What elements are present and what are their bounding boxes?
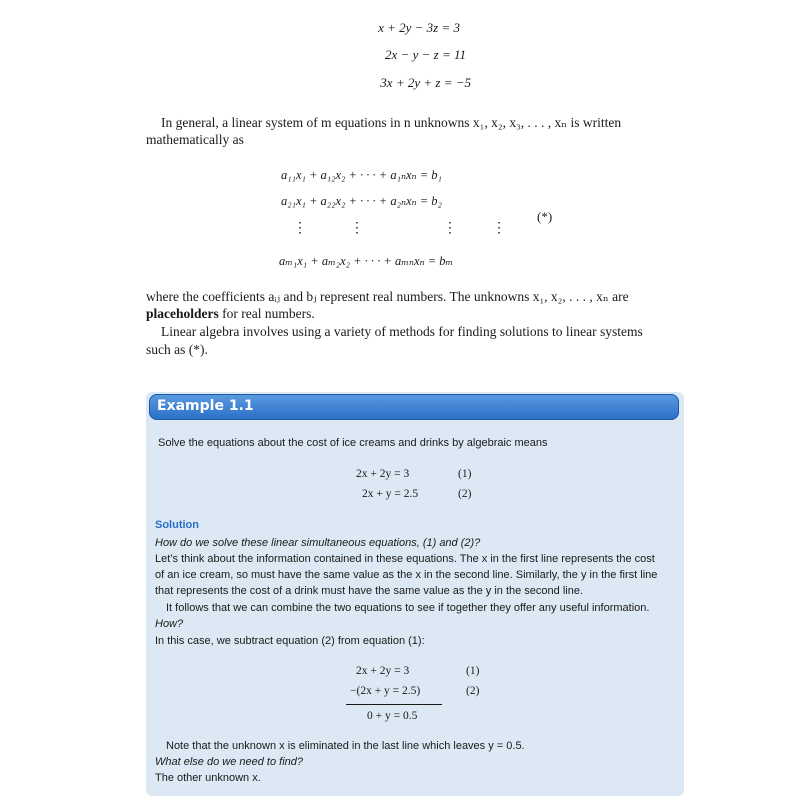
solution-question-1-text: How do we solve these linear simultaneous equations, (1) and (2)? xyxy=(155,537,481,549)
example-equation-1-tag: (1) xyxy=(458,468,472,480)
example-equation-2: 2x + y = 2.5 xyxy=(362,488,419,500)
system-vdots-3: ⋮ xyxy=(443,221,457,236)
subtraction-equation-2-tag: (2) xyxy=(466,685,480,697)
system-vdots-2: ⋮ xyxy=(350,221,364,236)
example-title: Example 1.1 xyxy=(157,398,254,414)
general-paragraph-line1: In general, a linear system of m equations in n unknowns x₁, x₂, x₃, . . . , xₙ is written xyxy=(161,115,622,130)
solution-paragraph-1-line2: of an ice cream, so must have the same value as the x in the second line. Similarly, the y in the first line xyxy=(155,569,658,581)
system-row-2: a₂₁x₁ + a₂₂x₂ + · · · + a₂ₙxₙ = b₂ xyxy=(281,194,442,208)
system-vdots-4: ⋮ xyxy=(492,221,506,236)
subtraction-result: 0 + y = 0.5 xyxy=(367,710,418,722)
top-equation-2: 2x − y − z = 11 xyxy=(385,47,466,62)
solution-paragraph-1-line1: Let’s think about the information contained in these equations. The x in the first line represents the cost xyxy=(155,553,655,565)
linear-algebra-paragraph-line1: Linear algebra involves using a variety of methods for finding solutions to linear systems xyxy=(161,324,643,339)
coefficients-paragraph-line2 xyxy=(146,305,315,322)
solution-question-2-text: How? xyxy=(155,618,184,630)
solution-question-1 xyxy=(155,535,480,551)
example-intro: Solve the equations about the cost of ice creams and drinks by algebraic means xyxy=(158,437,548,449)
solution-paragraph-3: In this case, we subtract equation (2) from equation (1): xyxy=(155,635,425,647)
solution-paragraph-4: Note that the unknown x is eliminated in the last line which leaves y = 0.5. xyxy=(166,740,525,752)
coefficients-paragraph-line2-rest: for real numbers. xyxy=(218,306,315,321)
system-tag: (*) xyxy=(537,209,553,224)
solution-question-2 xyxy=(155,616,183,632)
system-row-1: a₁₁x₁ + a₁₂x₂ + · · · + a₁ₙxₙ = b₁ xyxy=(281,168,442,182)
solution-paragraph-5: The other unknown x. xyxy=(155,772,261,784)
solution-paragraph-1-line3: that represents the cost of a drink must have the same value as the y in the second line. xyxy=(155,585,584,597)
subtraction-equation-2: −(2x + y = 2.5) xyxy=(350,685,421,697)
example-equation-2-tag: (2) xyxy=(458,488,472,500)
solution-heading: Solution xyxy=(155,519,199,531)
top-equation-3: 3x + 2y + z = −5 xyxy=(380,75,471,90)
linear-algebra-paragraph-line2: such as (*). xyxy=(146,342,208,357)
subtraction-rule xyxy=(346,704,442,705)
general-paragraph-line2: mathematically as xyxy=(146,132,244,147)
subtraction-equation-1-tag: (1) xyxy=(466,665,480,677)
solution-paragraph-2: It follows that we can combine the two equations to see if together they offer any useful information. xyxy=(166,602,650,614)
example-equation-1: 2x + 2y = 3 xyxy=(356,468,410,480)
solution-question-3 xyxy=(155,754,303,770)
system-vdots-1: ⋮ xyxy=(293,221,307,236)
placeholders-term: placeholders xyxy=(146,306,219,321)
solution-question-3-text: What else do we need to find? xyxy=(155,756,303,768)
coefficients-paragraph-line1: where the coefficients aᵢⱼ and bⱼ represent real numbers. The unknowns x₁, x₂, . . . , xₙ are xyxy=(146,289,629,304)
top-equation-1: x + 2y − 3z = 3 xyxy=(378,20,460,35)
subtraction-equation-1: 2x + 2y = 3 xyxy=(356,665,410,677)
system-row-m: aₘ₁x₁ + aₘ₂x₂ + · · · + aₘₙxₙ = bₘ xyxy=(279,254,454,268)
